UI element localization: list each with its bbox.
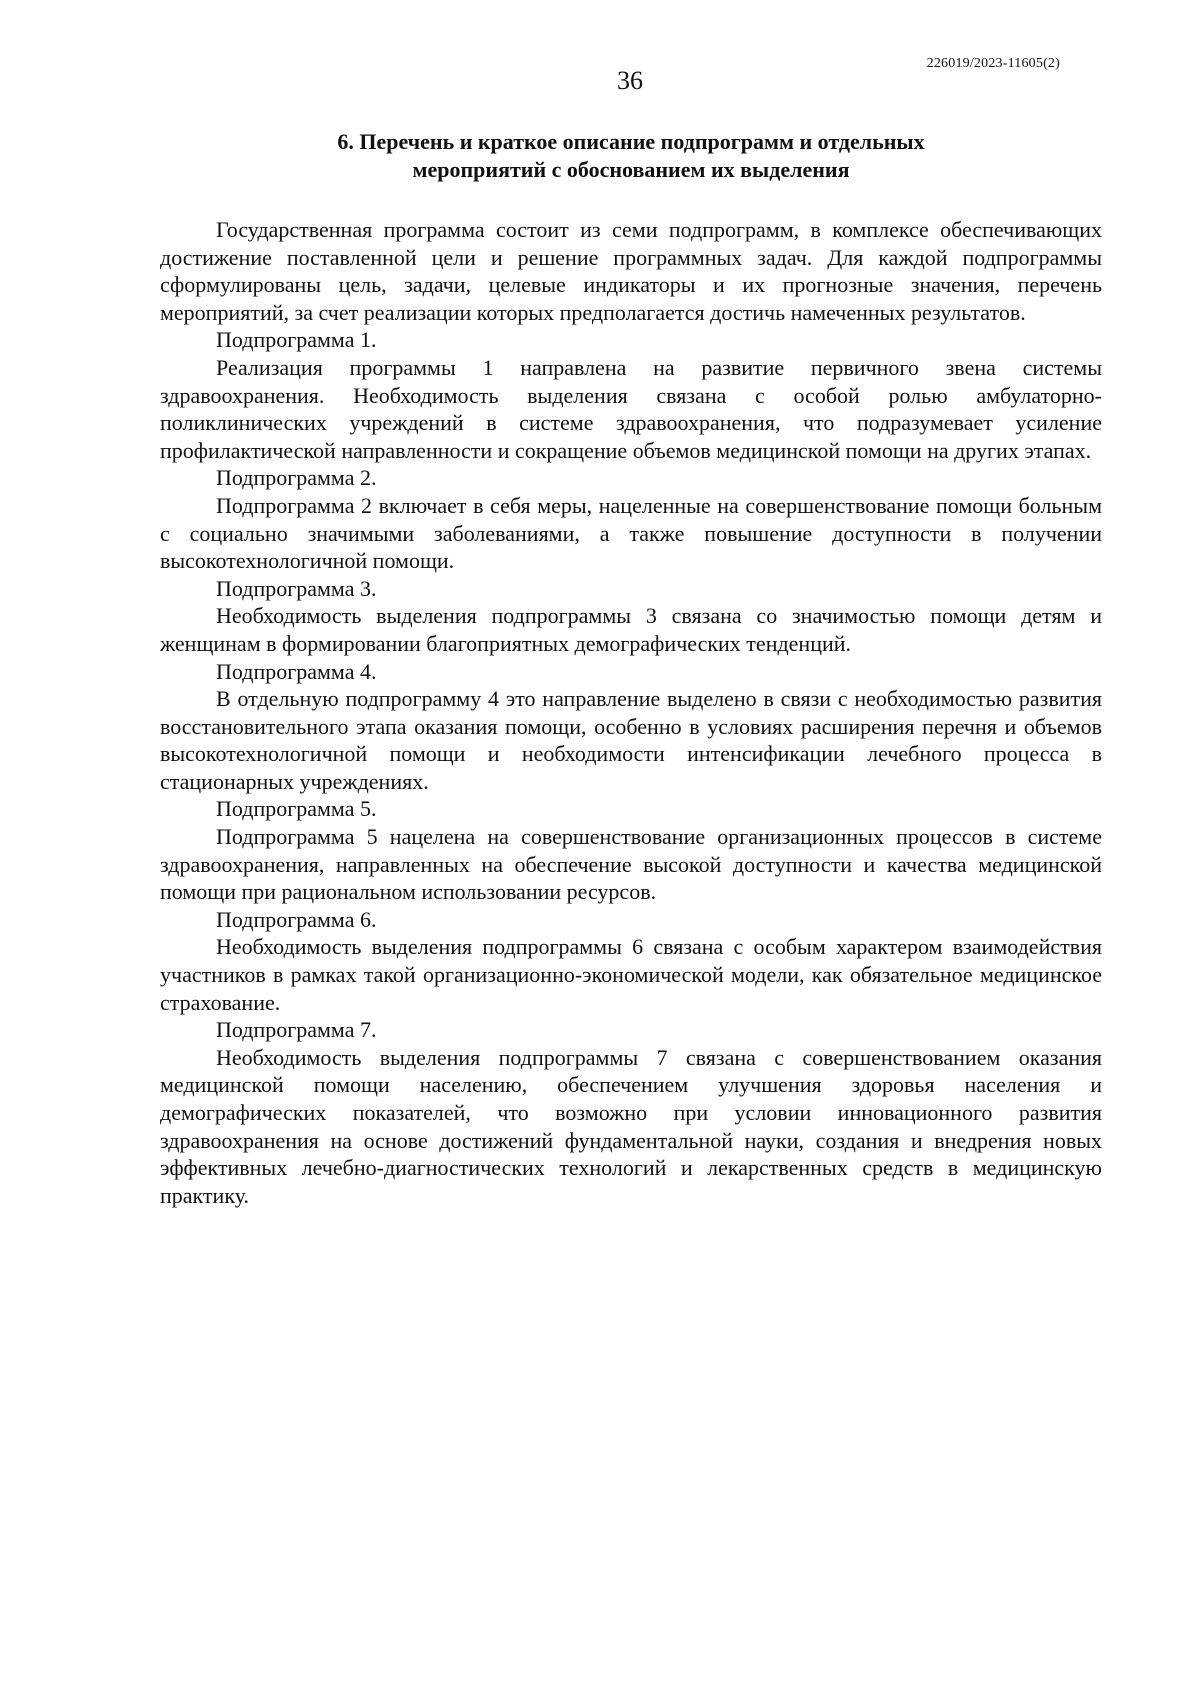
subprogram-4-title: Подпрограмма 4. (216, 658, 377, 684)
section-heading-line-2: мероприятий с обоснованием их выделения (412, 157, 850, 182)
intro-paragraph: Государственная программа состоит из семи подпрограмм, в комплексе обеспечивающих достижение поставленной цели и решение программных задач. Для каждой подпрограммы сформулированы цель, задачи, целевые индикаторы и их прогнозные значения, перечень мероприятий, за счет реализации которых предполагается достичь намеченных результатов. (160, 217, 1102, 325)
subprogram-3-description: Необходимость выделения подпрограммы 3 связана со значимостью помощи детям и женщинам в формировании благоприятных демографических тенденций. (160, 603, 1102, 656)
subprogram-7-description: Необходимость выделения подпрограммы 7 связана с совершенствованием оказания медицинской помощи населению, обеспечением улучшения здоровья населения и демографических показателей, что возможно при условии инновационного развития здравоохранения на основе достижений фундаментальной науки, создания и внедрения новых эффективных лечебно-диагностических технологий и лекарственных средств в медицинскую практику. (160, 1044, 1102, 1208)
subprogram-1-description: Реализация программы 1 направлена на развитие первичного звена системы здравоохранения. Необходимость выделения связана с особой ролью амбулаторно-поликлинических учреждений в системе здравоохранения, что подразумевает усиление профилактической направленности и сокращение объемов медицинской помощи на других этапах. (160, 354, 1102, 463)
subprogram-7-title: Подпрограмма 7. (216, 1017, 377, 1043)
subprogram-1-title: Подпрограмма 1. (216, 327, 377, 353)
page-number: 36 (617, 66, 643, 95)
subprogram-4-description: В отдельную подпрограмму 4 это направление выделено в связи с необходимостью развития восстановительного этапа оказания помощи, особенно в условиях расширения перечня и объемов высокотехнологичной помощи и необходимости интенсификации лечебного процесса в стационарных учреждениях. (160, 686, 1102, 794)
document-registration-number: 226019/2023-11605(2) (926, 56, 1060, 71)
subprogram-3-title: Подпрограмма 3. (216, 575, 377, 601)
subprogram-5-title: Подпрограмма 5. (216, 796, 377, 822)
section-heading-line-1: 6. Перечень и краткое описание подпрограмм и отдельных (337, 129, 925, 154)
subprogram-2-description: Подпрограмма 2 включает в себя меры, нацеленные на совершенствование помощи больным с социально значимыми заболеваниями, а также повышение доступности в получении высокотехнологичной помощи. (160, 492, 1102, 574)
page-content (160, 128, 1102, 1209)
section-heading (160, 128, 1102, 184)
subprogram-5-description: Подпрограмма 5 нацелена на совершенствование организационных процессов в системе здравоохранения, направленных на обеспечение высокой доступности и качества медицинской помощи при рациональном использовании ресурсов. (160, 824, 1102, 905)
subprogram-6-title: Подпрограмма 6. (216, 906, 377, 932)
subprogram-2-title: Подпрограмма 2. (216, 465, 377, 491)
subprogram-6-description: Необходимость выделения подпрограммы 6 связана с особым характером взаимодействия участников в рамках такой организационно-экономической модели, как обязательное медицинское страхование. (160, 934, 1102, 1015)
